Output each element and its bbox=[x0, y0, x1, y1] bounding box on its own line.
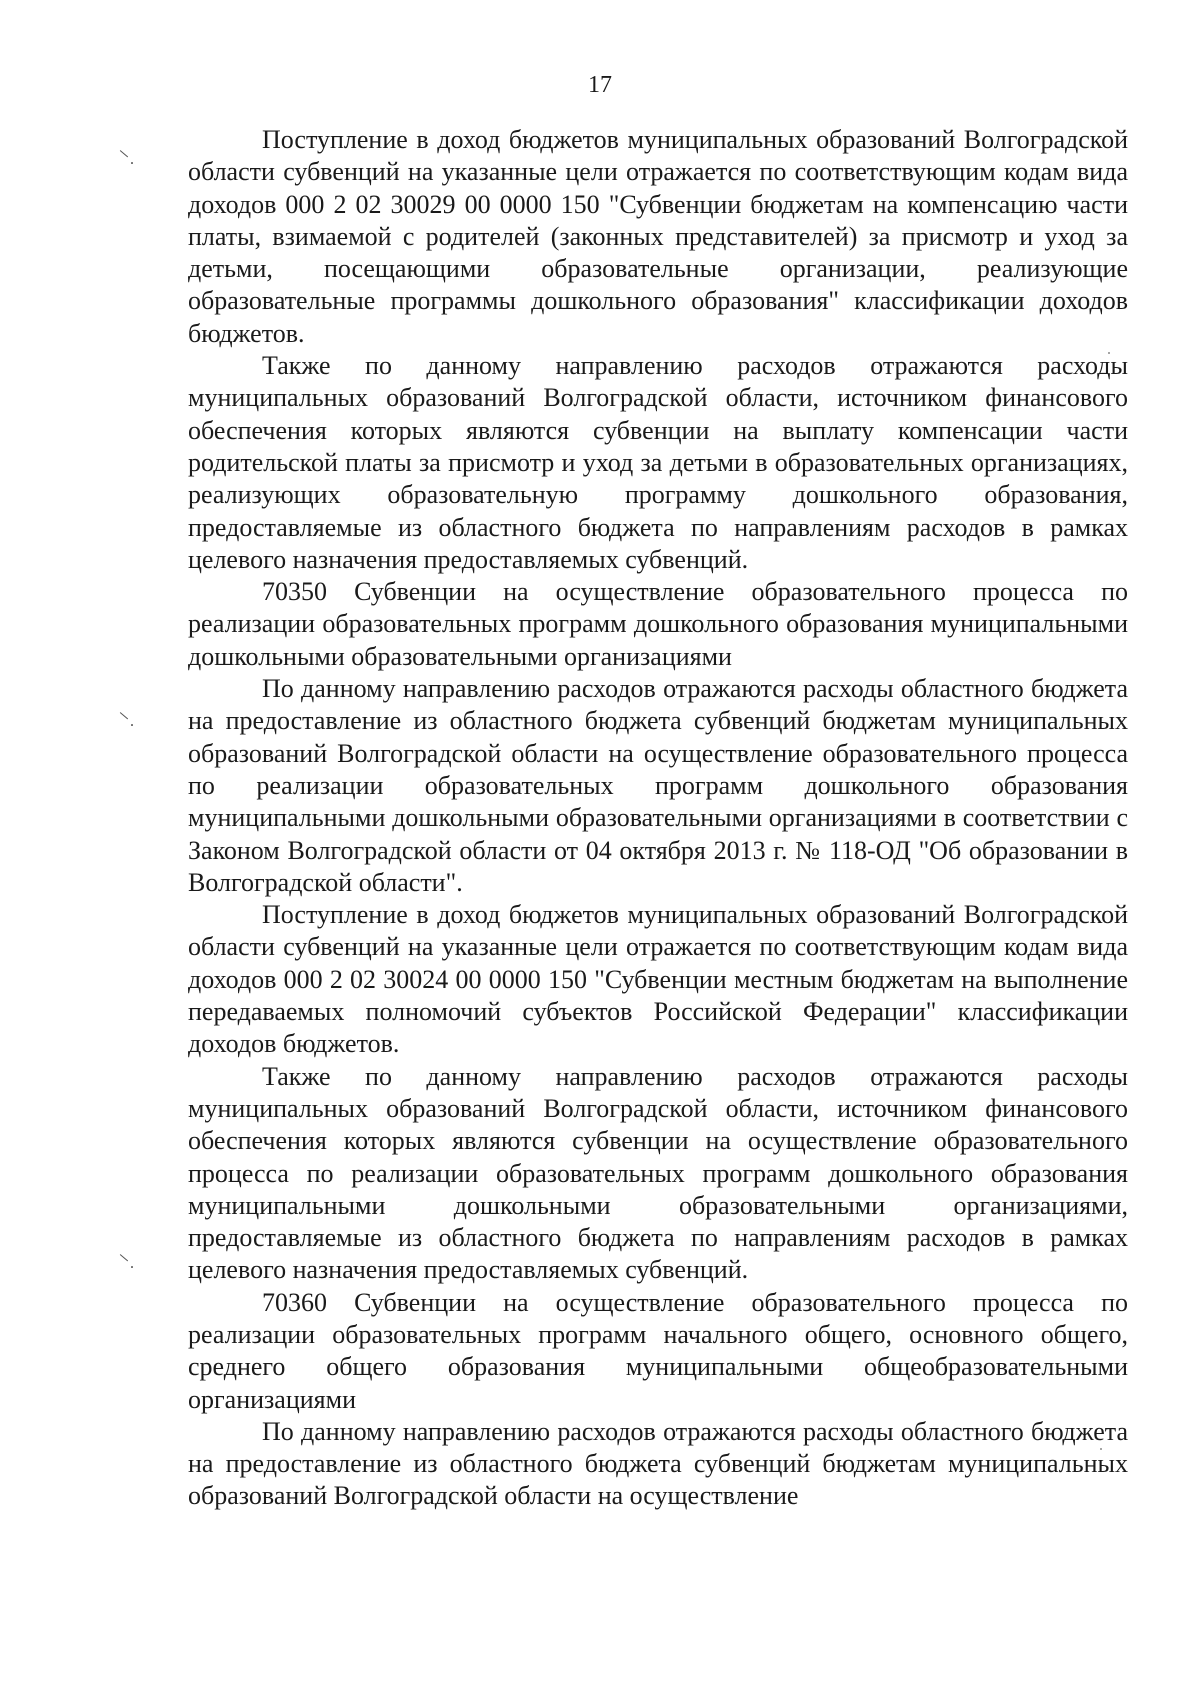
scan-artifact-mark bbox=[120, 712, 134, 726]
section-heading-70360: 70360 Субвенции на осуществление образовательного процесса по реализации образовательных программ начального общего, основного общего, среднего общего образования муниципальными общеобразовательными организациями bbox=[188, 1287, 1128, 1414]
paragraph: По данному направлению расходов отражаются расходы областного бюджета на предоставление из областного бюджета субвенций бюджетам муниципальных образований Волгоградской области на осуществление образовательного процесса по реализации образовательных программ дошкольного образования муниципальными дошкольными образовательными организациями в соответствии с Законом Волгоградской области от 04 октября 2013 г. № 118-ОД "Об образовании в Волгоградской области". bbox=[188, 674, 1128, 897]
paragraph: Поступление в доход бюджетов муниципальных образований Волгоградской области субвенций на указанные цели отражается по соответствующим кодам вида доходов 000 2 02 30024 00 0000 150 "Субвенции местным бюджетам на выполнение передаваемых полномочий субъектов Российской Федерации" классификации доходов бюджетов. bbox=[188, 900, 1128, 1059]
document-body bbox=[188, 124, 1128, 1513]
paragraph: Также по данному направлению расходов отражаются расходы муниципальных образований Волгоградской области, источником финансового обеспечения которых являются субвенции на выплату компенсации части родительской платы за присмотр и уход за детьми в образовательных организациях, реализующих образовательную программу дошкольного образования, предоставляемые из областного бюджета по направлениям расходов в рамках целевого назначения предоставляемых субвенций. bbox=[188, 351, 1128, 574]
paragraph: Поступление в доход бюджетов муниципальных образований Волгоградской области субвенций на указанные цели отражается по соответствующим кодам вида доходов 000 2 02 30029 00 0000 150 "Субвенции бюджетам на компенсацию части платы, взимаемой с родителей (законных представителей) за присмотр и уход за детьми, посещающими образовательные организации, реализующие образовательные программы дошкольного образования" классификации доходов бюджетов. bbox=[188, 125, 1128, 348]
page-number: 17 bbox=[588, 72, 612, 98]
scan-artifact-mark bbox=[120, 150, 134, 164]
paragraph: По данному направлению расходов отражаются расходы областного бюджета на предоставление из областного бюджета субвенций бюджетам муниципальных образований Волгоградской области на осуществление bbox=[188, 1416, 1128, 1511]
scan-artifact-mark bbox=[120, 1254, 134, 1268]
paragraph: Также по данному направлению расходов отражаются расходы муниципальных образований Волгоградской области, источником финансового обеспечения которых являются субвенции на осуществление образовательного процесса по реализации образовательных программ дошкольного образования муниципальными дошкольными образовательными организациями, предоставляемые из областного бюджета по направлениям расходов в рамках целевого назначения предоставляемых субвенций. bbox=[188, 1061, 1128, 1285]
section-heading-70350: 70350 Субвенции на осуществление образовательного процесса по реализации образовательных программ дошкольного образования муниципальными дошкольными образовательными организациями bbox=[188, 577, 1128, 671]
